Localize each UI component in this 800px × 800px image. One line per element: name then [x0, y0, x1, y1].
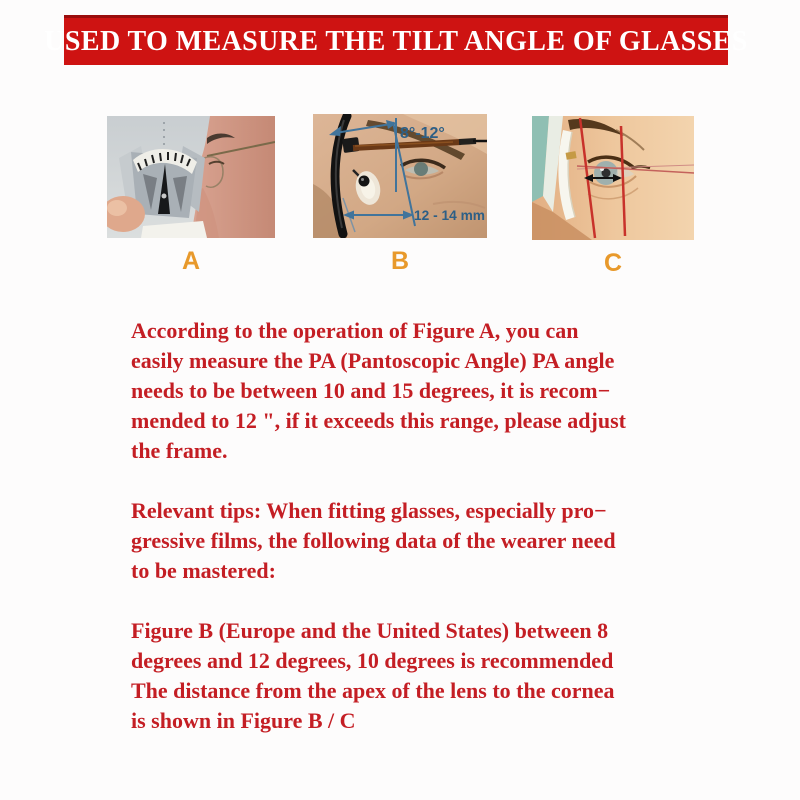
text-line: to be mastered:: [131, 558, 276, 583]
figure-c-label: C: [603, 249, 623, 277]
text-line: According to the operation of Figure A, you can: [131, 318, 579, 343]
vertex-distance-image: [532, 116, 694, 240]
paragraph-figure-b-c: [131, 616, 731, 736]
figure-a-label: A: [181, 247, 201, 275]
text-line: degrees and 12 degrees, 10 degrees is recommended: [131, 648, 614, 673]
page-title: USED TO MEASURE THE TILT ANGLE OF GLASSES: [44, 25, 748, 57]
text-line: Relevant tips: When fitting glasses, especially pro−: [131, 498, 607, 523]
text-line: mended to 12 ", if it exceeds this range, please adjust: [131, 408, 626, 433]
figure-a: [107, 116, 275, 276]
figure-b: [313, 114, 487, 276]
article-text: [131, 316, 731, 766]
text-line: The distance from the apex of the lens to the cornea: [131, 678, 615, 703]
text-line: easily measure the PA (Pantoscopic Angle) PA angle: [131, 348, 615, 373]
figure-b-label: B: [390, 247, 410, 275]
title-banner: [44, 15, 748, 65]
text-line: Figure B (Europe and the United States) between 8: [131, 618, 609, 643]
pantoscopic-gauge-image: [107, 116, 275, 238]
text-line: needs to be between 10 and 15 degrees, it is recom−: [131, 378, 611, 403]
figure-c: [532, 116, 694, 278]
text-line: gressive films, the following data of the wearer need: [131, 528, 616, 553]
text-line: the frame.: [131, 438, 228, 463]
paragraph-relevant-tips: [131, 496, 731, 586]
angle-annotation: 8°-12°: [400, 125, 445, 142]
distance-annotation: 12 - 14 mm: [414, 207, 485, 223]
tilt-angle-image: [313, 114, 487, 238]
paragraph-figure-a: [131, 316, 731, 466]
text-line: is shown in Figure B / C: [131, 708, 356, 733]
